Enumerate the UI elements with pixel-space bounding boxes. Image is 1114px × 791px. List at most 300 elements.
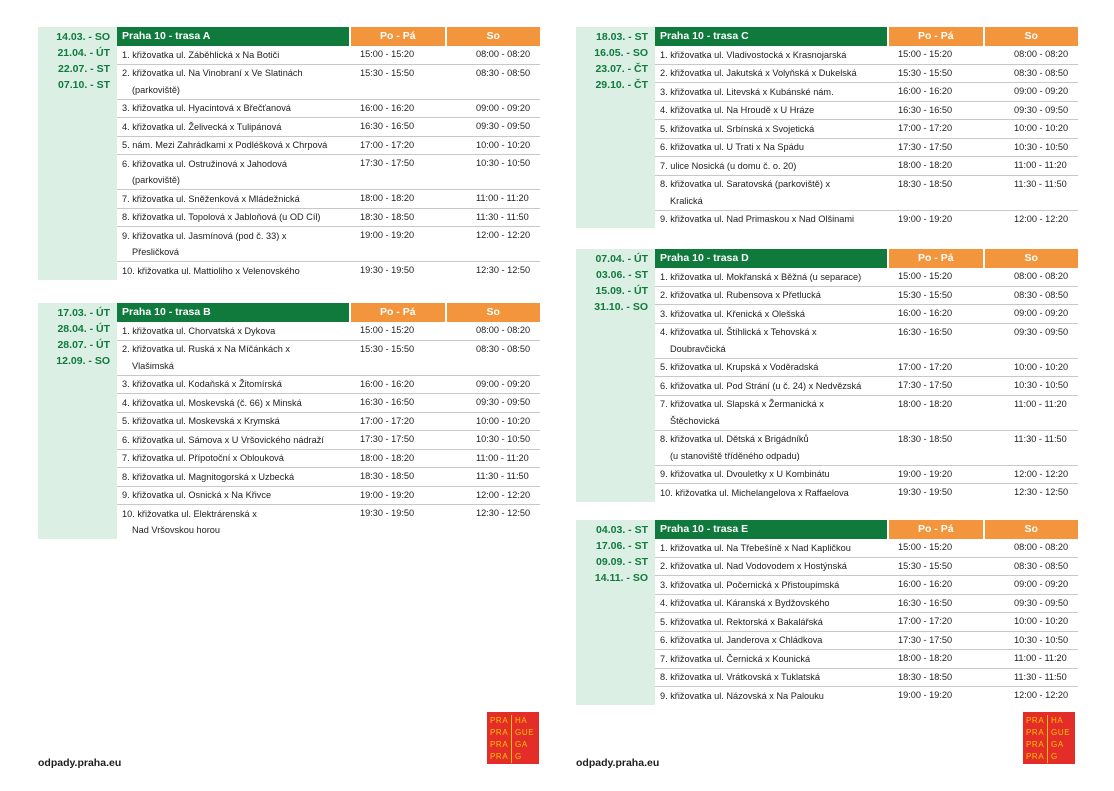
stop-location	[655, 669, 887, 687]
stop-location	[655, 466, 887, 484]
saturday-header: So	[445, 27, 541, 46]
saturday-time: 11:30 - 11:50	[476, 211, 529, 222]
weekday-header: Po - Pá	[349, 27, 445, 46]
collection-date: 21.04. - ÚT	[57, 47, 110, 59]
logo-row	[1023, 751, 1075, 763]
stop-location-line: 5. křižovatka ul. Moskevská x Krymská	[122, 416, 280, 426]
stop-location-line: Kralická	[670, 195, 703, 206]
logo-text: GA	[1047, 739, 1071, 751]
saturday-time: 08:30 - 08:50	[1014, 560, 1069, 571]
saturday-time: 11:00 - 11:20	[1014, 160, 1067, 170]
table-header	[655, 520, 1078, 539]
logo-text: HA	[511, 715, 535, 727]
logo-row	[1023, 739, 1075, 751]
saturday-time: 10:30 - 10:50	[1014, 380, 1069, 390]
logo-text: PRA	[1026, 728, 1045, 737]
weekday-time: 18:00 - 18:20	[360, 452, 415, 463]
route-block-e	[576, 520, 1078, 705]
logo-row	[487, 715, 539, 727]
stop-location	[117, 227, 349, 261]
stop-location	[655, 83, 887, 101]
weekday-time: 17:00 - 17:20	[360, 415, 415, 426]
stop-location-line: 5. křižovatka ul. Srbínská x Svojetická	[660, 123, 815, 134]
collection-date: 03.06. - ST	[596, 269, 648, 281]
collection-date: 04.03. - ST	[596, 524, 648, 536]
logo-text: PRA	[1026, 716, 1045, 725]
stop-location	[117, 487, 349, 505]
weekday-time: 17:30 - 17:50	[898, 634, 953, 645]
stop-location-line: 1. křižovatka ul. Vladivostocká x Krasnojarská	[660, 49, 847, 60]
stop-location-line: 2. křižovatka ul. Rubensova x Přetlucká	[660, 290, 821, 300]
stop-location	[117, 413, 349, 431]
saturday-time: 09:30 - 09:50	[1014, 104, 1069, 115]
saturday-time: 08:30 - 08:50	[476, 67, 531, 78]
weekday-time: 18:30 - 18:50	[898, 178, 953, 189]
weekday-time: 19:30 - 19:50	[360, 265, 415, 275]
weekday-time: 15:30 - 15:50	[898, 67, 953, 78]
weekday-time: 16:00 - 16:20	[898, 86, 953, 96]
right-page	[576, 0, 1078, 791]
collection-date: 16.05. - SO	[594, 47, 648, 59]
saturday-time: 10:30 - 10:50	[1014, 141, 1069, 152]
collection-date: 22.07. - ST	[58, 63, 110, 75]
stop-location-line: 6. křižovatka ul. Sámova x U Vršovického nádraží	[122, 434, 324, 445]
table-row	[117, 505, 540, 539]
stop-location-line: 5. křižovatka ul. Rektorská x Bakalářská	[660, 616, 823, 627]
stop-location-line: 2. křižovatka ul. Nad Vodovodem x Hostýnská	[660, 561, 847, 571]
table-row	[655, 157, 1078, 176]
stop-location-line: 4. křižovatka ul. Štíhlická x Tehovská x	[660, 327, 817, 337]
schedule-table	[117, 303, 540, 539]
collection-date: 14.11. - SO	[594, 572, 648, 584]
table-row	[655, 484, 1078, 502]
stop-location	[655, 176, 887, 210]
weekday-header: Po - Pá	[349, 303, 445, 322]
stop-location-line: 6. křižovatka ul. Janderova x Chládkova	[660, 635, 823, 645]
table-row	[655, 377, 1078, 396]
logo-text: GA	[511, 739, 535, 751]
stop-location-line: 1. křižovatka ul. Záběhlická x Na Botiči	[122, 49, 280, 60]
table-row	[655, 305, 1078, 324]
stop-location	[655, 305, 887, 323]
stop-location	[655, 484, 887, 502]
table-row	[655, 669, 1078, 688]
collection-date: 29.10. - ČT	[595, 79, 648, 91]
weekday-time: 18:30 - 18:50	[898, 671, 953, 682]
logo-text: GUE	[1047, 727, 1071, 739]
stop-location-line: Doubravčická	[670, 343, 726, 354]
collection-date: 09.09. - ST	[596, 556, 648, 568]
stop-location	[655, 613, 887, 631]
collection-date: 17.03. - ÚT	[57, 307, 110, 319]
saturday-time: 08:00 - 08:20	[1014, 542, 1069, 552]
saturday-time: 12:00 - 12:20	[1014, 213, 1069, 224]
weekday-time: 16:30 - 16:50	[898, 597, 953, 608]
table-row	[117, 450, 540, 469]
saturday-time: 10:00 - 10:20	[1014, 616, 1069, 626]
saturday-time: 10:00 - 10:20	[1014, 123, 1069, 133]
weekday-time: 15:30 - 15:50	[898, 560, 953, 571]
weekday-time: 18:00 - 18:20	[898, 160, 953, 170]
route-title: Praha 10 - trasa A	[117, 27, 349, 46]
stop-location-line: 10. křižovatka ul. Michelangelova x Raffaelova	[660, 487, 849, 498]
collection-date: 31.10. - SO	[594, 301, 648, 313]
saturday-time: 11:00 - 11:20	[1014, 398, 1067, 409]
saturday-time: 12:00 - 12:20	[1014, 690, 1069, 700]
saturday-time: 11:30 - 11:50	[1014, 433, 1067, 444]
table-row	[117, 65, 540, 100]
route-block-c	[576, 27, 1078, 228]
stop-location-line: 3. křižovatka ul. Kodaňská x Žitomírská	[122, 379, 282, 389]
collection-date: 15.09. - ÚT	[595, 285, 648, 297]
stop-location-line: 2. křižovatka ul. Na Vinobraní x Ve Slatinách	[122, 68, 303, 78]
saturday-time: 08:30 - 08:50	[1014, 67, 1069, 78]
route-block-a	[38, 27, 540, 280]
weekday-time: 17:30 - 17:50	[898, 141, 953, 152]
table-row	[117, 487, 540, 506]
weekday-time: 16:00 - 16:20	[360, 102, 415, 113]
stop-location-line: 7. křižovatka ul. Slapská x Žermanická x	[660, 399, 824, 409]
weekday-time: 19:00 - 19:20	[898, 690, 953, 700]
table-row	[117, 100, 540, 119]
saturday-header: So	[983, 249, 1079, 268]
stop-location-line: 6. křižovatka ul. Ostružinová x Jahodová	[122, 158, 287, 169]
schedule-table	[655, 27, 1078, 228]
table-row	[655, 120, 1078, 139]
table-row	[655, 268, 1078, 287]
saturday-time: 08:30 - 08:50	[476, 343, 531, 354]
table-row	[117, 190, 540, 209]
saturday-time: 08:30 - 08:50	[1014, 289, 1069, 300]
saturday-time: 11:00 - 11:20	[476, 193, 529, 203]
table-row	[655, 396, 1078, 431]
weekday-time: 15:30 - 15:50	[360, 67, 415, 78]
saturday-time: 10:30 - 10:50	[1014, 634, 1069, 645]
stop-location	[655, 139, 887, 157]
weekday-time: 19:00 - 19:20	[360, 230, 415, 240]
saturday-time: 09:30 - 09:50	[476, 397, 531, 407]
weekday-time: 18:00 - 18:20	[360, 193, 415, 203]
stop-location	[117, 118, 349, 136]
weekday-time: 17:00 - 17:20	[898, 616, 953, 626]
weekday-time: 19:00 - 19:20	[898, 213, 953, 224]
stop-location	[117, 65, 349, 99]
table-row	[117, 209, 540, 228]
stop-location-line: 9. křižovatka ul. Osnická x Na Křivce	[122, 490, 272, 500]
saturday-header: So	[983, 27, 1079, 46]
route-title: Praha 10 - trasa E	[655, 520, 887, 539]
stop-location-line: 1. křižovatka ul. Mokřanská x Běžná (u separace)	[660, 271, 862, 282]
saturday-time: 11:00 - 11:20	[1014, 653, 1067, 663]
table-row	[655, 613, 1078, 632]
weekday-time: 18:00 - 18:20	[898, 398, 953, 409]
stop-location	[655, 211, 887, 229]
schedule-table	[655, 520, 1078, 705]
saturday-time: 12:30 - 12:50	[476, 508, 531, 518]
stop-location-line: 6. křižovatka ul. U Trati x Na Spádu	[660, 142, 804, 152]
saturday-time: 09:00 - 09:20	[1014, 86, 1069, 96]
table-row	[117, 262, 540, 280]
stop-location-line: Štěchovická	[670, 415, 720, 426]
weekday-time: 16:00 - 16:20	[898, 308, 953, 318]
stop-location-line: 7. křižovatka ul. Černická x Kounická	[660, 653, 811, 664]
table-row	[655, 83, 1078, 102]
weekday-time: 17:00 - 17:20	[898, 123, 953, 133]
route-title: Praha 10 - trasa D	[655, 249, 887, 268]
saturday-time: 10:00 - 10:20	[1014, 361, 1069, 372]
collection-date: 23.07. - ČT	[595, 63, 648, 75]
stop-location-line: 3. křižovatka ul. Křenická x Olešská	[660, 308, 806, 319]
stop-location	[655, 324, 887, 358]
praha-logo	[1023, 712, 1075, 764]
weekday-time: 16:30 - 16:50	[360, 121, 415, 131]
stop-location-line: 8. křižovatka ul. Magnitogorská x Uzbecká	[122, 471, 295, 482]
table-row	[117, 413, 540, 432]
footer-url[interactable]: odpady.praha.eu	[576, 757, 660, 769]
stop-location	[655, 396, 887, 430]
stop-location	[655, 558, 887, 576]
weekday-time: 15:30 - 15:50	[898, 289, 953, 300]
logo-text: PRA	[1026, 752, 1045, 761]
stop-location-line: (u stanoviště tříděného odpadu)	[670, 450, 800, 461]
logo-row	[487, 727, 539, 739]
weekday-time: 18:30 - 18:50	[360, 211, 415, 222]
stop-location	[655, 120, 887, 138]
route-block-b	[38, 303, 540, 539]
stop-location	[117, 322, 349, 340]
table-header	[655, 249, 1078, 268]
collection-date: 18.03. - ST	[596, 31, 648, 43]
weekday-time: 16:00 - 16:20	[898, 579, 953, 589]
weekday-time: 15:00 - 15:20	[360, 325, 415, 335]
stop-location-line: 9. křižovatka ul. Jasmínová (pod č. 33) x	[122, 230, 287, 241]
stop-location-line: Vlašimská	[132, 360, 174, 371]
weekday-time: 17:30 - 17:50	[898, 380, 953, 390]
weekday-header: Po - Pá	[887, 27, 983, 46]
saturday-time: 09:30 - 09:50	[1014, 326, 1069, 337]
stop-location	[655, 632, 887, 650]
table-row	[655, 211, 1078, 229]
stop-location-line: 8. křižovatka ul. Topolová x Jabloňová (u OD Cíl)	[122, 212, 321, 222]
stop-location	[117, 209, 349, 227]
logo-row	[487, 739, 539, 751]
saturday-time: 12:30 - 12:50	[1014, 487, 1069, 497]
logo-text: PRA	[490, 716, 509, 725]
saturday-time: 11:00 - 11:20	[476, 452, 529, 463]
table-row	[655, 576, 1078, 595]
date-column	[38, 303, 117, 539]
table-row	[655, 65, 1078, 84]
stop-location-line: Nad Vršovskou horou	[132, 525, 221, 535]
saturday-time: 10:30 - 10:50	[476, 158, 531, 168]
stop-location	[117, 450, 349, 468]
stop-location-line: (parkoviště)	[132, 84, 180, 95]
saturday-time: 09:00 - 09:20	[476, 102, 531, 113]
date-column	[576, 520, 655, 705]
logo-text: GUE	[511, 727, 535, 739]
saturday-time: 11:30 - 11:50	[1014, 178, 1067, 189]
footer-url[interactable]: odpady.praha.eu	[38, 757, 122, 769]
weekday-time: 16:00 - 16:20	[360, 378, 415, 389]
stop-location-line: 10. křižovatka ul. Elektrárenská x	[122, 508, 257, 519]
collection-date: 28.07. - ÚT	[57, 339, 110, 351]
stop-location-line: (parkoviště)	[132, 175, 180, 185]
saturday-header: So	[983, 520, 1079, 539]
saturday-time: 12:00 - 12:20	[476, 489, 531, 500]
logo-text: PRA	[490, 728, 509, 737]
schedule-table	[655, 249, 1078, 502]
saturday-time: 08:00 - 08:20	[476, 49, 531, 59]
saturday-time: 09:00 - 09:20	[1014, 308, 1069, 318]
stop-location	[117, 431, 349, 449]
table-header	[117, 303, 540, 322]
weekday-time: 17:30 - 17:50	[360, 158, 415, 168]
table-row	[655, 431, 1078, 466]
weekday-time: 19:00 - 19:20	[360, 489, 415, 500]
stop-location-line: 2. křižovatka ul. Jakutská x Volyňská x Dukelská	[660, 68, 857, 78]
stop-location-line: 4. křižovatka ul. Káranská x Bydžovského	[660, 598, 830, 608]
saturday-time: 11:30 - 11:50	[476, 471, 529, 481]
weekday-time: 15:00 - 15:20	[898, 271, 953, 281]
table-row	[117, 376, 540, 395]
weekday-time: 19:30 - 19:50	[360, 508, 415, 518]
route-title: Praha 10 - trasa C	[655, 27, 887, 46]
weekday-header: Po - Pá	[887, 520, 983, 539]
table-row	[655, 466, 1078, 485]
saturday-time: 09:30 - 09:50	[476, 121, 531, 131]
stop-location	[655, 268, 887, 286]
weekday-time: 16:30 - 16:50	[898, 104, 953, 115]
logo-row	[487, 751, 539, 763]
saturday-time: 12:00 - 12:20	[476, 230, 531, 240]
stop-location-line: 6. křižovatka ul. Pod Strání (u č. 24) x Nedvězská	[660, 380, 862, 391]
weekday-time: 17:00 - 17:20	[898, 361, 953, 372]
saturday-time: 08:00 - 08:20	[476, 325, 531, 335]
stop-location-line: 1. křižovatka ul. Na Třebešíně x Nad Kapličkou	[660, 542, 851, 553]
route-block-d	[576, 249, 1078, 502]
table-row	[655, 558, 1078, 577]
table-row	[117, 155, 540, 190]
weekday-time: 15:00 - 15:20	[898, 542, 953, 552]
stop-location	[655, 650, 887, 668]
table-row	[655, 539, 1078, 558]
weekday-time: 16:30 - 16:50	[360, 397, 415, 407]
weekday-time: 17:00 - 17:20	[360, 139, 415, 150]
collection-date: 14.03. - SO	[56, 31, 110, 43]
date-column	[38, 27, 117, 280]
table-row	[655, 632, 1078, 651]
logo-text: G	[1047, 751, 1071, 763]
stop-location	[655, 539, 887, 557]
table-header	[117, 27, 540, 46]
saturday-time: 09:00 - 09:20	[1014, 579, 1069, 589]
stop-location-line: 5. nám. Mezi Zahrádkami x Podléšková x Chrpová	[122, 140, 328, 150]
table-row	[117, 46, 540, 65]
weekday-time: 18:00 - 18:20	[898, 653, 953, 663]
stop-location	[655, 65, 887, 83]
saturday-time: 10:00 - 10:20	[476, 139, 531, 150]
stop-location	[655, 431, 887, 465]
weekday-time: 15:30 - 15:50	[360, 343, 415, 354]
table-row	[655, 687, 1078, 705]
stop-location-line: 3. křižovatka ul. Hyacintová x Břečťanová	[122, 103, 291, 113]
stop-location	[655, 359, 887, 377]
stop-location-line: 4. křižovatka ul. Želivecká x Tulipánová	[122, 121, 282, 132]
route-title: Praha 10 - trasa B	[117, 303, 349, 322]
weekday-time: 15:00 - 15:20	[360, 49, 415, 59]
logo-text: G	[511, 751, 535, 763]
weekday-time: 17:30 - 17:50	[360, 434, 415, 444]
stop-location-line: 9. křižovatka ul. Názovská x Na Palouku	[660, 690, 824, 701]
stop-location-line: 1. křižovatka ul. Chorvatská x Dykova	[122, 325, 276, 336]
stop-location	[117, 190, 349, 208]
stop-location-line: 3. křižovatka ul. Počernická x Přistoupimská	[660, 579, 840, 590]
weekday-time: 16:30 - 16:50	[898, 326, 953, 337]
stop-location-line: 4. křižovatka ul. Na Hroudě x U Hráze	[660, 105, 815, 115]
table-row	[655, 324, 1078, 359]
saturday-time: 10:00 - 10:20	[476, 415, 531, 426]
saturday-time: 09:00 - 09:20	[476, 378, 531, 389]
stop-location	[655, 377, 887, 395]
stop-location	[117, 262, 349, 280]
saturday-time: 12:30 - 12:50	[476, 265, 531, 275]
stop-location	[117, 341, 349, 375]
stop-location-line: 8. křižovatka ul. Saratovská (parkoviště) x	[660, 179, 831, 189]
logo-text: PRA	[490, 740, 509, 749]
logo-text: PRA	[1026, 740, 1045, 749]
weekday-header: Po - Pá	[887, 249, 983, 268]
collection-date: 12.09. - SO	[56, 355, 110, 367]
date-column	[576, 27, 655, 228]
stop-location	[117, 505, 349, 539]
stop-location-line: 5. křižovatka ul. Krupská x Voděradská	[660, 362, 819, 372]
table-row	[655, 46, 1078, 65]
stop-location-line: 7. křižovatka ul. Sněženková x Mládežnická	[122, 193, 300, 204]
table-row	[655, 595, 1078, 614]
stop-location-line: 10. křižovatka ul. Mattioliho x Velenovského	[122, 265, 300, 276]
collection-date: 07.10. - ST	[58, 79, 110, 91]
table-row	[655, 359, 1078, 378]
table-row	[117, 227, 540, 262]
stop-location-line: 9. křižovatka ul. Dvouletky x U Kombinátu	[660, 469, 830, 479]
stop-location	[117, 468, 349, 486]
saturday-time: 09:30 - 09:50	[1014, 597, 1069, 608]
weekday-time: 19:30 - 19:50	[898, 487, 953, 497]
saturday-time: 11:30 - 11:50	[1014, 671, 1067, 682]
stop-location-line: Přesličková	[132, 247, 179, 257]
weekday-time: 18:30 - 18:50	[360, 471, 415, 481]
collection-date: 17.06. - ST	[596, 540, 648, 552]
schedule-table	[117, 27, 540, 280]
stop-location	[117, 376, 349, 394]
table-row	[655, 650, 1078, 669]
stop-location-line: 4. křižovatka ul. Moskevská (č. 66) x Minská	[122, 397, 302, 408]
stop-location	[117, 394, 349, 412]
stop-location	[117, 137, 349, 155]
saturday-time: 10:30 - 10:50	[476, 434, 531, 444]
table-row	[655, 102, 1078, 121]
stop-location	[117, 46, 349, 64]
saturday-time: 08:00 - 08:20	[1014, 271, 1069, 281]
table-row	[655, 287, 1078, 306]
weekday-time: 15:00 - 15:20	[898, 49, 953, 59]
table-row	[117, 468, 540, 487]
stop-location	[655, 46, 887, 64]
stop-location-line: 2. křižovatka ul. Ruská x Na Míčánkách x	[122, 344, 290, 354]
stop-location	[655, 595, 887, 613]
stop-location-line: 7. křižovatka ul. Přípotoční x Oblouková	[122, 453, 284, 463]
collection-date: 28.04. - ÚT	[57, 323, 110, 335]
